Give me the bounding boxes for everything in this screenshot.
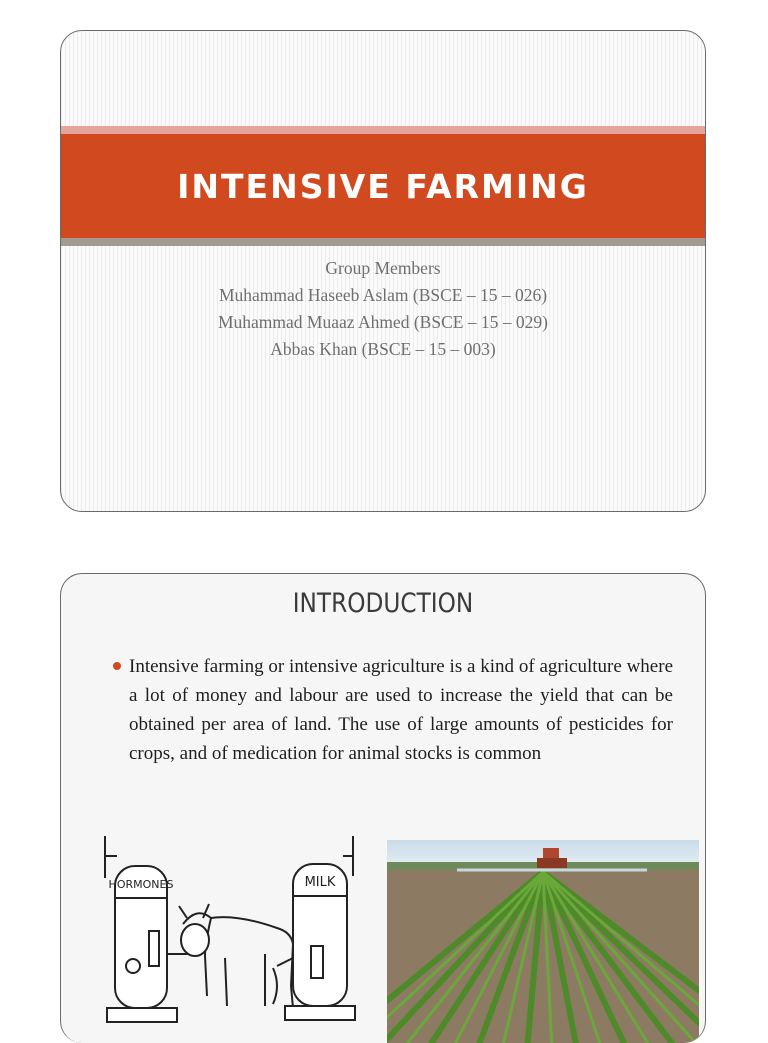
milk-label: MILK [304, 875, 336, 890]
title-band-top-stripe [61, 126, 705, 134]
bullet-dot-icon [113, 662, 121, 670]
member-3: Abbas Khan (BSCE – 15 – 003) [270, 339, 496, 359]
title-band-bottom-stripe [61, 238, 705, 246]
member-1: Muhammad Haseeb Aslam (BSCE – 15 – 026) [218, 285, 548, 305]
hormones-label: HORMONES [108, 878, 174, 891]
slide-title: INTENSIVE FARMING [177, 166, 589, 206]
bullet-item [129, 652, 673, 768]
title-slide [60, 30, 706, 512]
slide-heading: INTRODUCTION [292, 588, 474, 619]
cow-hormones-cartoon [87, 836, 373, 1043]
group-members [61, 255, 705, 363]
introduction-slide [60, 573, 706, 1043]
bullet-text: Intensive farming or intensive agriculture is a kind of agriculture where a lot of money and labour are used to increase the yield that can be obtained per area of land. The use of large amounts of pesticides for crops, and of medication for animal stocks is common [129, 656, 673, 764]
crop-field-photo [387, 840, 699, 1043]
title-band [61, 134, 705, 238]
member-2: Muhammad Muaaz Ahmed (BSCE – 15 – 029) [217, 312, 549, 332]
members-heading: Group Members [325, 258, 441, 278]
